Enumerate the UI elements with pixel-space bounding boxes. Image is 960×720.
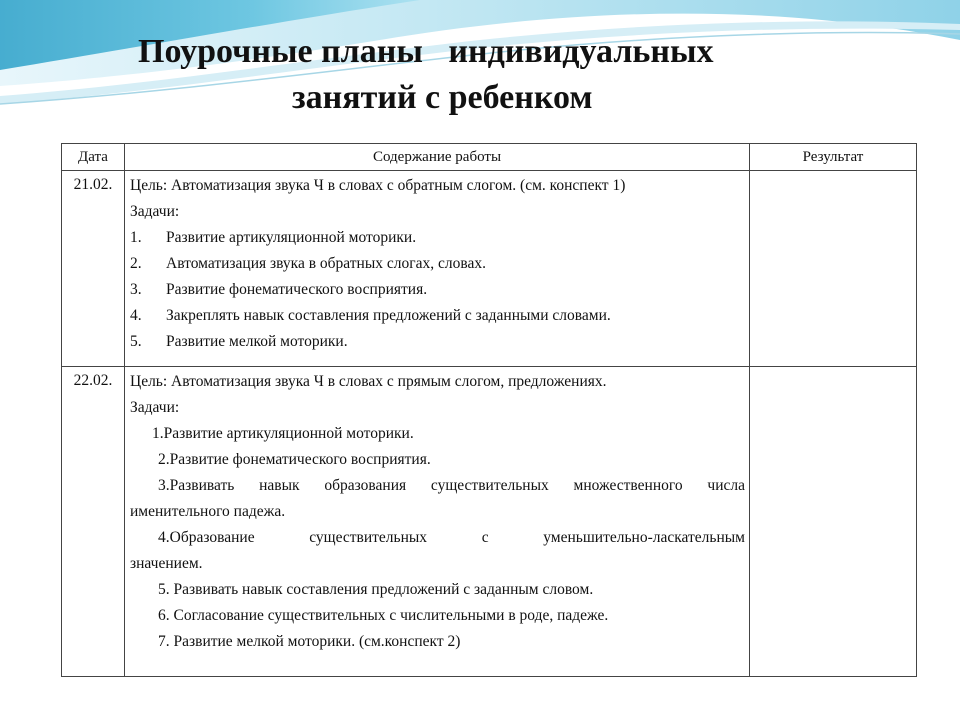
lesson-plan-table [61, 143, 917, 677]
task-text: Автоматизация звука в обратных слогах, словах. [166, 255, 486, 272]
row-goal: Цель: Автоматизация звука Ч в словах с прямым слогом, предложениях. [130, 373, 607, 390]
task-item: 3.Развивать навык образования существительных множественного числа [158, 477, 745, 494]
row-result [750, 171, 917, 367]
task-number: 5. [130, 333, 142, 350]
title-line-2: занятий с ребенком [292, 79, 593, 116]
row-date: 22.02. [62, 367, 125, 677]
task-item-continued: именительного падежа. [130, 503, 286, 520]
task-item: 6. Согласование существительных с числительными в роде, падеже. [158, 607, 609, 624]
row-content [125, 171, 750, 367]
task-number: 4. [130, 307, 142, 324]
title-line-1: Поурочные планы индивидуальных [138, 33, 714, 70]
header-date: Дата [62, 144, 125, 171]
row-date: 21.02. [62, 171, 125, 367]
task-number: 1. [130, 229, 142, 246]
task-number: 3. [130, 281, 142, 298]
task-item: 2.Развитие фонематического восприятия. [158, 451, 431, 468]
task-item: 4.Образование существительных с уменьшительно-ласкательным [158, 529, 745, 546]
table-header-row [62, 144, 917, 171]
row-tasks-label: Задачи: [130, 203, 180, 220]
task-item: 1.Развитие артикуляционной моторики. [152, 425, 414, 442]
task-item [130, 277, 745, 303]
task-item [130, 303, 745, 329]
table-row [62, 171, 917, 367]
task-text: Развитие фонематического восприятия. [166, 281, 428, 298]
header-content: Содержание работы [125, 144, 750, 171]
task-item: 5. Развивать навык составления предложений с заданным словом. [158, 581, 594, 598]
row-content [125, 367, 750, 677]
task-item-continued: значением. [130, 555, 203, 572]
task-item [130, 225, 745, 251]
header-result: Результат [750, 144, 917, 171]
task-text: Развитие мелкой моторики. [166, 333, 348, 350]
row-goal: Цель: Автоматизация звука Ч в словах с обратным слогом. (см. конспект 1) [130, 177, 626, 194]
task-text: Развитие артикуляционной моторики. [166, 229, 417, 246]
task-item [130, 329, 745, 355]
row-tasks-label: Задачи: [130, 399, 180, 416]
task-item: 7. Развитие мелкой моторики. (см.конспект 2) [158, 633, 461, 650]
task-number: 2. [130, 255, 142, 272]
table-row [62, 367, 917, 677]
task-text: Закреплять навык составления предложений с заданными словами. [166, 307, 611, 324]
row-result [750, 367, 917, 677]
task-item [130, 251, 745, 277]
